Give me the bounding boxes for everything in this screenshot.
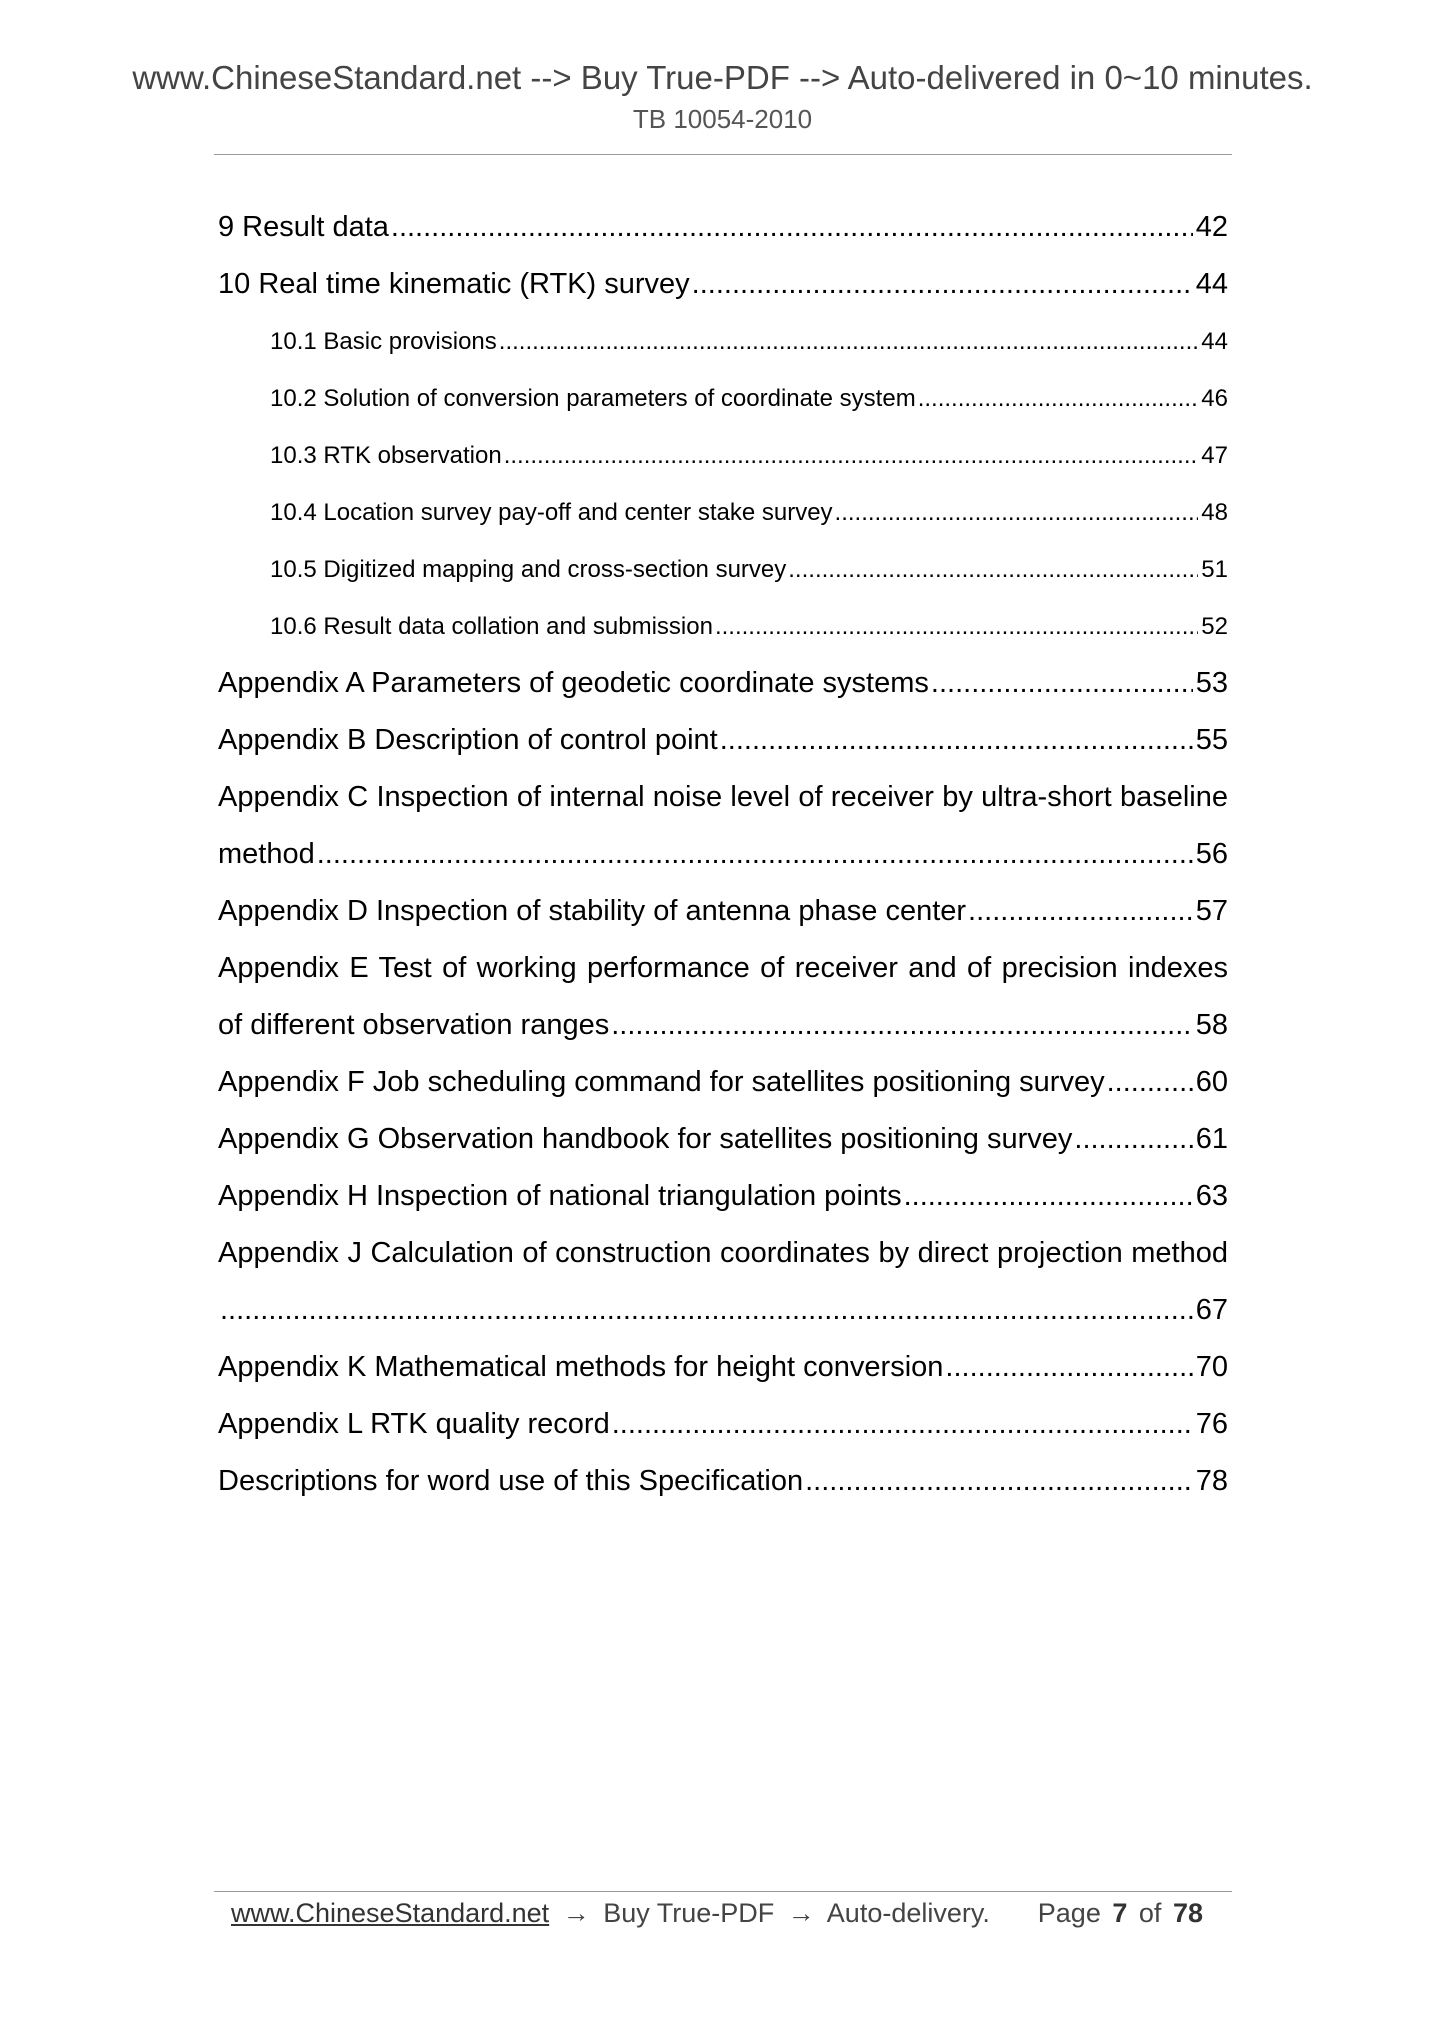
toc-entry[interactable] xyxy=(218,997,1228,1054)
toc-page-number: 47 xyxy=(1201,442,1228,469)
toc-page-number: 57 xyxy=(1195,895,1228,927)
toc-entry-label: Appendix J Calculation of construction coordinates by direct projection method xyxy=(218,1237,1228,1269)
toc-entry[interactable] xyxy=(218,427,1228,484)
toc-entry[interactable] xyxy=(218,541,1228,598)
toc-entry-line[interactable] xyxy=(218,940,1228,997)
toc-entry-label: Appendix D Inspection of stability of antenna phase center xyxy=(218,895,967,927)
toc-entry-label: Appendix L RTK quality record xyxy=(218,1408,610,1440)
toc-entry[interactable] xyxy=(218,484,1228,541)
toc-entry[interactable] xyxy=(218,199,1228,256)
footer-buy-text: Buy True-PDF xyxy=(603,1898,775,1928)
toc-entry[interactable] xyxy=(218,655,1228,712)
dot-leader xyxy=(968,883,1193,940)
toc-entry[interactable] xyxy=(218,313,1228,370)
toc-page-number: 61 xyxy=(1195,1123,1228,1155)
toc-entry-label: 10.1 Basic provisions xyxy=(270,328,497,355)
footer-divider xyxy=(214,1891,1232,1892)
toc-entry[interactable] xyxy=(218,1339,1228,1396)
dot-leader xyxy=(1107,1054,1193,1111)
toc-entry-label: Descriptions for word use of this Specification xyxy=(218,1465,804,1497)
toc-entry-label: Appendix G Observation handbook for satellites positioning survey xyxy=(218,1123,1073,1155)
page-current: 7 xyxy=(1112,1898,1128,1928)
toc-entry-label: 10 Real time kinematic (RTK) survey xyxy=(218,268,690,300)
toc-entry-label: 10.6 Result data collation and submission xyxy=(270,613,713,640)
toc-entry[interactable] xyxy=(218,1453,1228,1510)
toc-page-number: 58 xyxy=(1195,1009,1228,1041)
dot-leader xyxy=(805,1453,1193,1510)
dot-leader xyxy=(788,541,1198,598)
toc-entry[interactable] xyxy=(218,826,1228,883)
dot-leader xyxy=(692,256,1193,313)
toc-entry-label: of different observation ranges xyxy=(218,1009,610,1041)
toc-entry-label: 9 Result data xyxy=(218,211,389,243)
toc-entry[interactable] xyxy=(218,370,1228,427)
toc-entry-label: Appendix H Inspection of national triangulation points xyxy=(218,1180,902,1212)
standard-code: TB 10054-2010 xyxy=(632,104,813,134)
toc-entry-label: Appendix E Test of working performance of receiver and of precision indexes xyxy=(218,952,1228,984)
toc-entry-label: 10.2 Solution of conversion parameters of coordinate system xyxy=(270,385,916,412)
toc-page-number: 46 xyxy=(1201,385,1228,412)
toc-entry-label: 10.4 Location survey pay-off and center stake survey xyxy=(270,499,833,526)
toc-entry-label: Appendix K Mathematical methods for height conversion xyxy=(218,1351,944,1383)
page-indicator xyxy=(1038,1893,1207,1933)
right-arrow-icon: → xyxy=(787,1898,815,1928)
dot-leader xyxy=(220,1282,1193,1339)
dot-leader xyxy=(715,598,1198,655)
toc-entry-label: Appendix B Description of control point xyxy=(218,724,718,756)
header-divider xyxy=(214,154,1232,155)
dot-leader xyxy=(504,427,1199,484)
toc-page-number: 42 xyxy=(1195,211,1228,243)
dot-leader xyxy=(1074,1111,1192,1168)
dot-leader xyxy=(611,997,1193,1054)
toc-page-number: 70 xyxy=(1195,1351,1228,1383)
dot-leader xyxy=(945,1339,1192,1396)
dot-leader xyxy=(612,1396,1193,1453)
toc-entry-label: 10.5 Digitized mapping and cross-section survey xyxy=(270,556,787,583)
toc-entry[interactable] xyxy=(218,1054,1228,1111)
right-arrow-icon: → xyxy=(562,1898,590,1928)
toc-page-number: 63 xyxy=(1195,1180,1228,1212)
dot-leader xyxy=(931,655,1193,712)
dot-leader xyxy=(391,199,1193,256)
toc-page-number: 67 xyxy=(1195,1294,1228,1326)
dot-leader xyxy=(918,370,1199,427)
of-word: of xyxy=(1138,1898,1162,1928)
dot-leader xyxy=(499,313,1199,370)
toc-entry[interactable] xyxy=(218,1111,1228,1168)
toc-page-number: 51 xyxy=(1201,556,1228,583)
toc-entry[interactable] xyxy=(218,1396,1228,1453)
toc-page-number: 52 xyxy=(1201,613,1228,640)
toc-page-number: 55 xyxy=(1195,724,1228,756)
toc-entry[interactable] xyxy=(218,1282,1228,1339)
page-total: 78 xyxy=(1172,1898,1203,1928)
toc-entry[interactable] xyxy=(218,598,1228,655)
toc-entry-label: Appendix A Parameters of geodetic coordinate systems xyxy=(218,667,929,699)
footer-site-link[interactable]: www.ChineseStandard.net xyxy=(231,1898,550,1928)
toc-entry-label: 10.3 RTK observation xyxy=(270,442,502,469)
toc-entry-label: Appendix C Inspection of internal noise level of receiver by ultra-short baseline xyxy=(218,781,1228,813)
toc-entry-label: Appendix F Job scheduling command for satellites positioning survey xyxy=(218,1066,1105,1098)
toc-entry-line[interactable] xyxy=(218,1225,1228,1282)
toc-page-number: 48 xyxy=(1201,499,1228,526)
dot-leader xyxy=(835,484,1199,541)
toc-page-number: 76 xyxy=(1195,1408,1228,1440)
toc-page-number: 53 xyxy=(1195,667,1228,699)
toc-entry-line[interactable] xyxy=(218,769,1228,826)
site-banner[interactable]: www.ChineseStandard.net --> Buy True-PDF --> Auto-delivered in 0~10 minutes. xyxy=(132,59,1313,96)
dot-leader xyxy=(720,712,1193,769)
toc-entry[interactable] xyxy=(218,1168,1228,1225)
table-of-contents xyxy=(218,199,1228,1510)
dot-leader xyxy=(904,1168,1193,1225)
toc-page-number: 78 xyxy=(1195,1465,1228,1497)
toc-entry[interactable] xyxy=(218,712,1228,769)
toc-page-number: 60 xyxy=(1195,1066,1228,1098)
toc-entry[interactable] xyxy=(218,256,1228,313)
page-word: Page xyxy=(1037,1898,1101,1928)
toc-page-number: 44 xyxy=(1195,268,1228,300)
dot-leader xyxy=(317,826,1193,883)
toc-entry[interactable] xyxy=(218,883,1228,940)
toc-entry-label: method xyxy=(218,838,315,870)
footer-delivery-text: Auto-delivery. xyxy=(826,1898,990,1928)
toc-page-number: 44 xyxy=(1201,328,1228,355)
toc-page-number: 56 xyxy=(1195,838,1228,870)
page-footer xyxy=(231,1893,1221,1933)
